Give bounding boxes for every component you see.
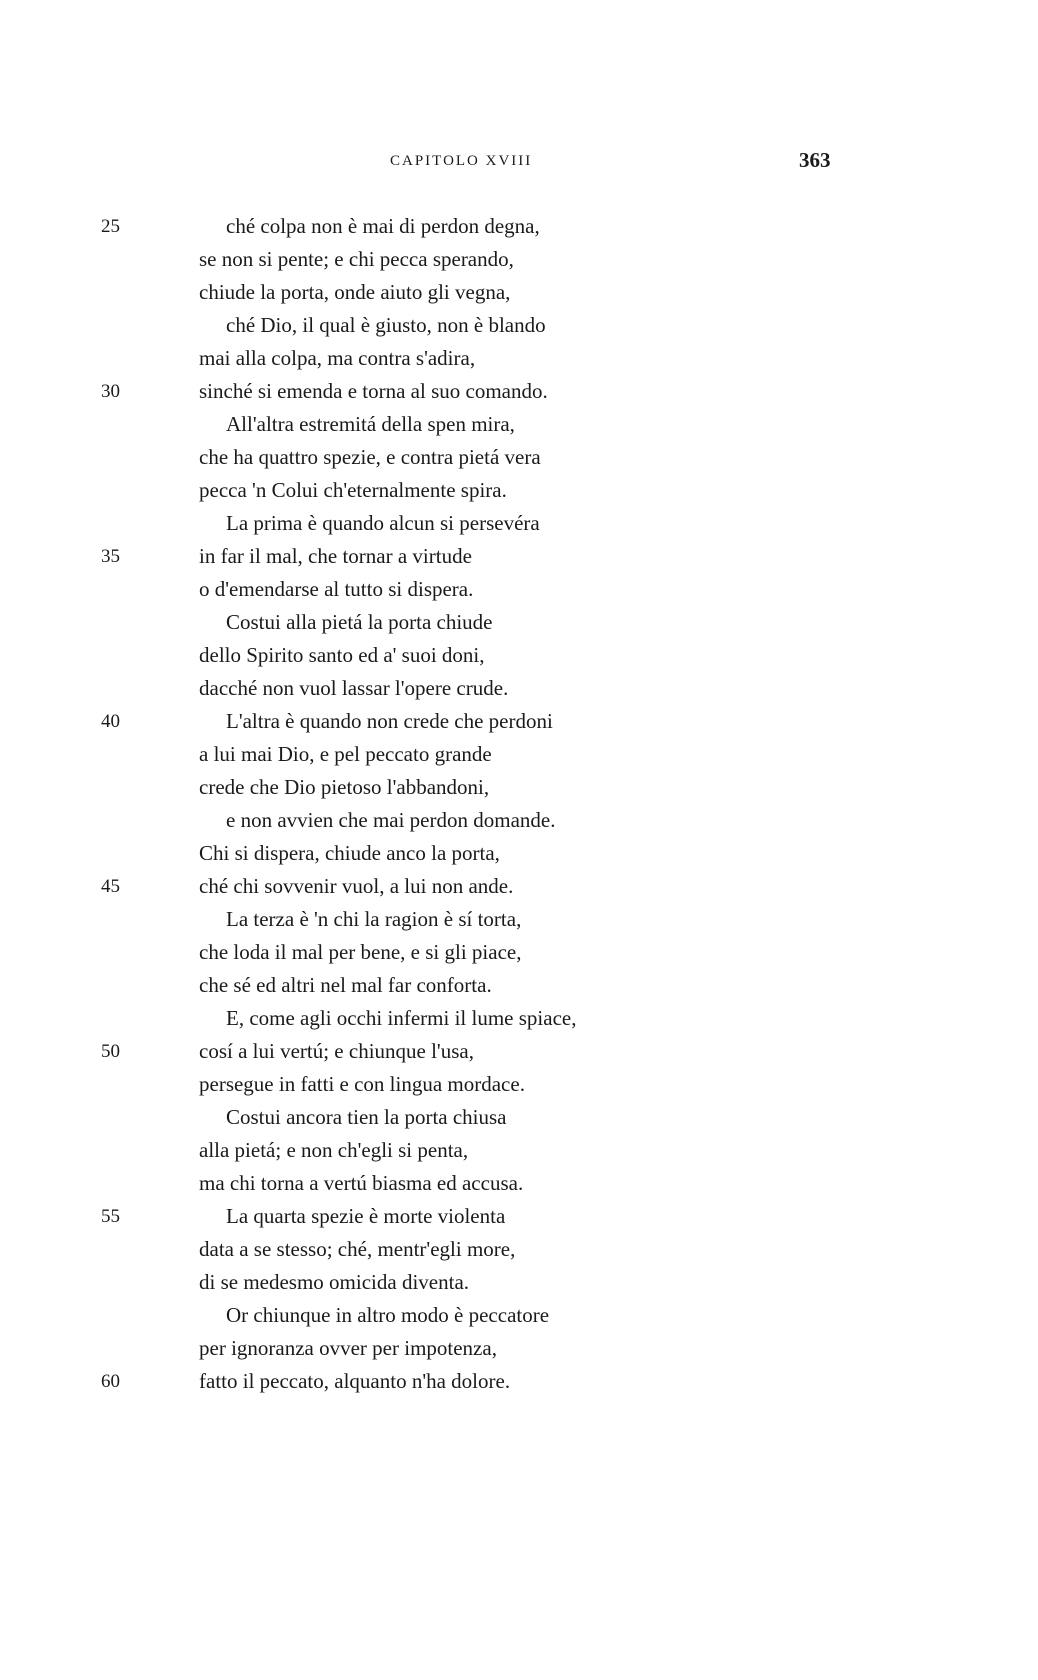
verse-line bbox=[0, 1167, 1038, 1200]
verse-text: Or chiunque in altro modo è peccatore bbox=[226, 1303, 550, 1327]
line-number: 45 bbox=[101, 876, 120, 897]
verse-text: La terza è 'n chi la ragion è sí torta, bbox=[226, 907, 522, 931]
verse-text: data a se stesso; ché, mentr'egli more, bbox=[199, 1237, 516, 1261]
verse-line bbox=[0, 375, 1038, 408]
verse-line bbox=[0, 804, 1038, 837]
verse-line bbox=[0, 573, 1038, 606]
verse-line bbox=[0, 870, 1038, 903]
line-number: 35 bbox=[101, 546, 120, 567]
verse-text: ma chi torna a vertú biasma ed accusa. bbox=[199, 1171, 524, 1195]
verse-text: per ignoranza ovver per impotenza, bbox=[199, 1336, 497, 1360]
verse-line bbox=[0, 1365, 1038, 1398]
verse-line bbox=[0, 441, 1038, 474]
verse-line bbox=[0, 1332, 1038, 1365]
verse-line bbox=[0, 276, 1038, 309]
verse-text: Chi si dispera, chiude anco la porta, bbox=[199, 841, 500, 865]
verse-line bbox=[0, 474, 1038, 507]
verse-line bbox=[0, 1233, 1038, 1266]
verse-text: chiude la porta, onde aiuto gli vegna, bbox=[199, 280, 511, 304]
verse-line bbox=[0, 606, 1038, 639]
verse-text: a lui mai Dio, e pel peccato grande bbox=[199, 742, 492, 766]
verse-line bbox=[0, 1035, 1038, 1068]
verse-text: che loda il mal per bene, e si gli piace, bbox=[199, 940, 522, 964]
verse-line bbox=[0, 243, 1038, 276]
verse-text: se non si pente; e chi pecca sperando, bbox=[199, 247, 514, 271]
verse-text: alla pietá; e non ch'egli si penta, bbox=[199, 1138, 469, 1162]
verse-line bbox=[0, 1299, 1038, 1332]
verse-line bbox=[0, 1200, 1038, 1233]
verse-line bbox=[0, 969, 1038, 1002]
verse-text: o d'emendarse al tutto si dispera. bbox=[199, 577, 474, 601]
running-title: CAPITOLO XVIII bbox=[390, 153, 533, 169]
verse-text: persegue in fatti e con lingua mordace. bbox=[199, 1072, 525, 1096]
line-number: 50 bbox=[101, 1041, 120, 1062]
poem-body bbox=[0, 210, 1038, 1398]
line-number: 25 bbox=[101, 216, 120, 237]
verse-line bbox=[0, 1068, 1038, 1101]
verse-text: mai alla colpa, ma contra s'adira, bbox=[199, 346, 476, 370]
verse-text: E, come agli occhi infermi il lume spiace, bbox=[226, 1006, 577, 1030]
verse-line bbox=[0, 1134, 1038, 1167]
verse-text: crede che Dio pietoso l'abbandoni, bbox=[199, 775, 490, 799]
verse-text: All'altra estremitá della spen mira, bbox=[226, 412, 515, 436]
line-number: 30 bbox=[101, 381, 120, 402]
verse-line bbox=[0, 309, 1038, 342]
verse-text: in far il mal, che tornar a virtude bbox=[199, 544, 472, 568]
verse-line bbox=[0, 507, 1038, 540]
verse-line bbox=[0, 903, 1038, 936]
verse-text: cosí a lui vertú; e chiunque l'usa, bbox=[199, 1039, 474, 1063]
page-header bbox=[0, 148, 1038, 179]
verse-text: fatto il peccato, alquanto n'ha dolore. bbox=[199, 1369, 511, 1393]
verse-line bbox=[0, 639, 1038, 672]
verse-line bbox=[0, 705, 1038, 738]
line-number: 55 bbox=[101, 1206, 120, 1227]
verse-line bbox=[0, 342, 1038, 375]
verse-text: Costui ancora tien la porta chiusa bbox=[226, 1105, 507, 1129]
verse-text: ché colpa non è mai di perdon degna, bbox=[226, 214, 540, 238]
verse-text: La prima è quando alcun si persevéra bbox=[226, 511, 540, 535]
verse-text: L'altra è quando non crede che perdoni bbox=[226, 709, 553, 733]
verse-text: di se medesmo omicida diventa. bbox=[199, 1270, 470, 1294]
verse-line bbox=[0, 738, 1038, 771]
verse-text: che ha quattro spezie, e contra pietá vera bbox=[199, 445, 541, 469]
line-number: 40 bbox=[101, 711, 120, 732]
verse-text: e non avvien che mai perdon domande. bbox=[226, 808, 556, 832]
verse-text: che sé ed altri nel mal far conforta. bbox=[199, 973, 492, 997]
verse-line bbox=[0, 936, 1038, 969]
verse-line bbox=[0, 1002, 1038, 1035]
verse-line bbox=[0, 1266, 1038, 1299]
verse-text: dello Spirito santo ed a' suoi doni, bbox=[199, 643, 485, 667]
verse-text: La quarta spezie è morte violenta bbox=[226, 1204, 506, 1228]
verse-text: dacché non vuol lassar l'opere crude. bbox=[199, 676, 509, 700]
verse-line bbox=[0, 408, 1038, 441]
verse-line bbox=[0, 540, 1038, 573]
page-number: 363 bbox=[799, 148, 831, 172]
verse-text: sinché si emenda e torna al suo comando. bbox=[199, 379, 548, 403]
verse-text: ché chi sovvenir vuol, a lui non ande. bbox=[199, 874, 514, 898]
verse-text: pecca 'n Colui ch'eternalmente spira. bbox=[199, 478, 507, 502]
verse-text: ché Dio, il qual è giusto, non è blando bbox=[226, 313, 546, 337]
verse-text: Costui alla pietá la porta chiude bbox=[226, 610, 493, 634]
verse-line bbox=[0, 672, 1038, 705]
line-number: 60 bbox=[101, 1371, 120, 1392]
verse-line bbox=[0, 1101, 1038, 1134]
verse-line bbox=[0, 210, 1038, 243]
verse-line bbox=[0, 771, 1038, 804]
verse-line bbox=[0, 837, 1038, 870]
